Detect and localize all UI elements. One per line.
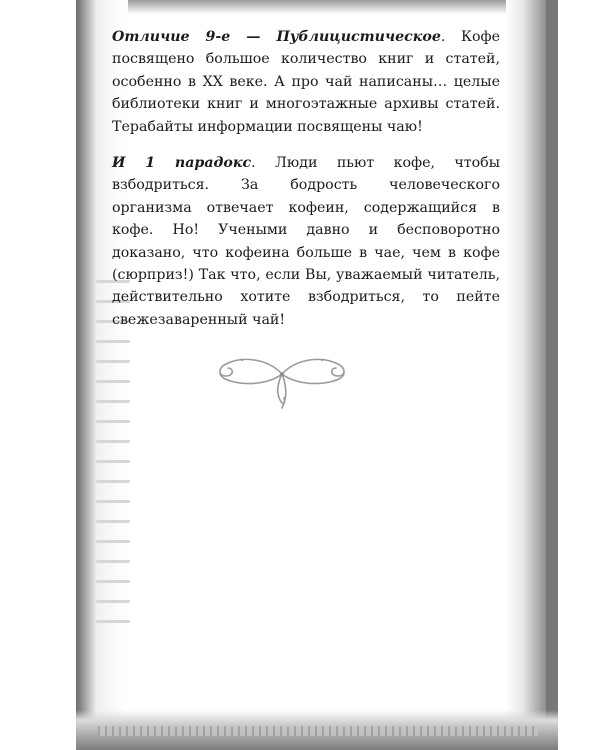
paragraph-difference-9 (112, 26, 500, 138)
paragraph-body: Люди пьют кофе, чтобы взбодриться. За бодрость человеческого организма отвечает кофеин, содержащийся в кофе. Но! Учеными давно и бесповоротно доказано, что кофеина больше в чае, чем в кофе (сюрприз!) Так что, если Вы, уважаемый читатель, действительно хотите взбодриться, то пейте свежезаваренный чай! (112, 155, 501, 328)
paragraph-lead-punct: . (440, 29, 446, 45)
flourish-divider-icon (212, 352, 352, 414)
paragraph-lead-punct: . (251, 155, 256, 171)
frame-right-border (506, 0, 546, 750)
paragraph-lead: И 1 парадокс (112, 155, 252, 171)
paragraph-paradox-1 (112, 152, 500, 331)
paragraph-body: Кофе посвящено большое количество книг и статей, особенно в XX веке. А про чай написаны… целые библиотеки книг и многоэтажные архивы статей. Терабайты информации посвящены чаю! (112, 29, 500, 135)
frame-bottom-ornament-band (98, 726, 538, 736)
frame-left-border (76, 0, 98, 750)
faded-background-text (96, 280, 130, 640)
frame-top-border (76, 0, 558, 14)
paragraph-lead: Отличие 9-е — Публицистическое (112, 29, 441, 45)
frame-right-edge (546, 0, 558, 750)
